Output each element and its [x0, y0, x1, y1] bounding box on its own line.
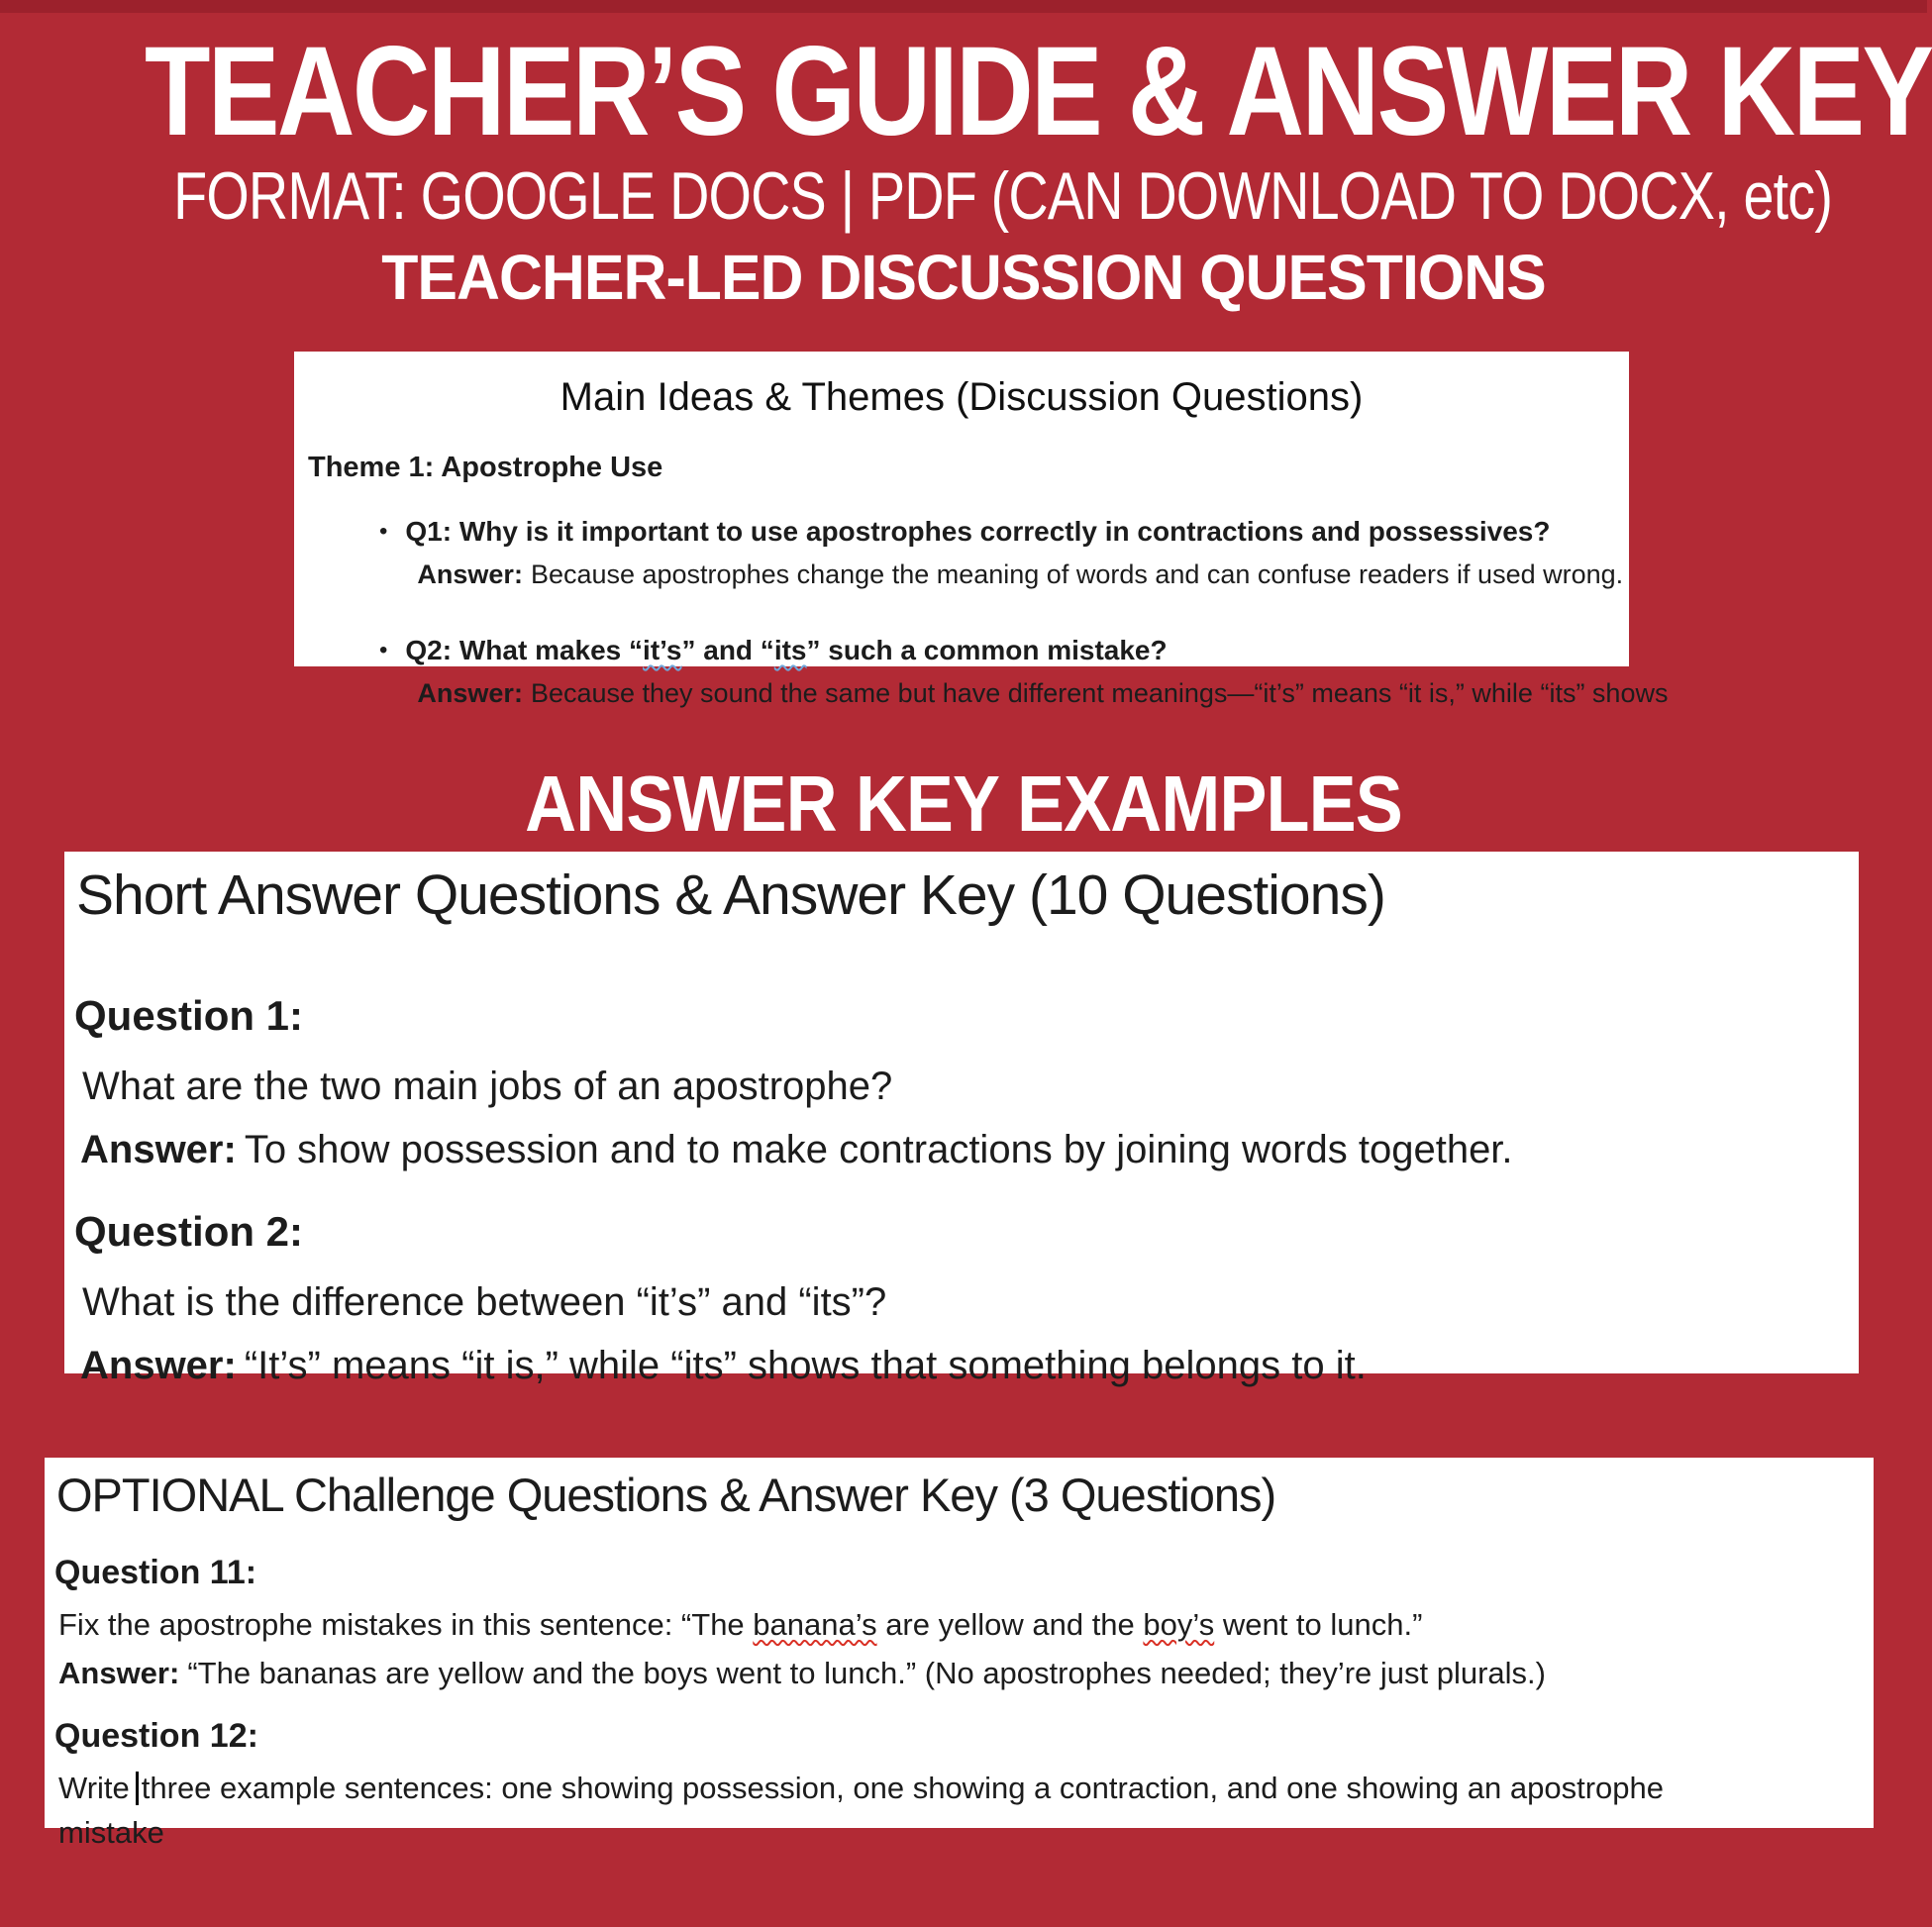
- challenge-questions-card: [45, 1458, 1874, 1851]
- q12-before-caret: Write: [58, 1771, 130, 1806]
- discussion-bullet-list: [379, 514, 1669, 710]
- spelling-squiggle-word: banana’s: [753, 1606, 877, 1642]
- question-text: [58, 1770, 1874, 1806]
- short-answer-doc-title: Short Answer Questions & Answer Key (10 Questions): [76, 863, 1385, 927]
- q2-question-suffix: ” such a common mistake?: [806, 635, 1168, 665]
- page-title: TEACHER’S GUIDE & ANSWER KEY: [144, 21, 1932, 162]
- question-label: Question 1:: [74, 991, 304, 1039]
- short-answer-card: [64, 852, 1859, 1388]
- answer-label: Answer:: [80, 1127, 237, 1171]
- text-cursor: [136, 1772, 139, 1805]
- clipped-word: mistake: [58, 1815, 164, 1851]
- top-border-strip: [0, 0, 1927, 13]
- q2-question-prefix: Q2: What makes “: [405, 635, 644, 665]
- bullet-icon: •: [379, 637, 388, 663]
- answer-label: Answer:: [58, 1655, 180, 1690]
- q2-question: [405, 633, 1668, 668]
- q11-prefix: Fix the apostrophe mistakes in this sentence: “The: [58, 1606, 754, 1642]
- answer-label: Answer:: [417, 559, 523, 589]
- question-label: Question 12:: [54, 1717, 258, 1756]
- answer-label: Answer:: [80, 1344, 237, 1388]
- bullet-icon: •: [379, 518, 388, 545]
- answer-text: “It’s” means “it is,” while “its” shows that something belongs to it.: [244, 1344, 1367, 1388]
- q2-question-mid: ” and “: [681, 635, 774, 665]
- answer-line: [80, 1127, 1859, 1172]
- grammar-squiggle-word: it’s: [643, 635, 682, 665]
- question-text: What is the difference between “it’s” and “its”?: [82, 1280, 887, 1325]
- answer-text: To show possession and to make contractions by joining words together.: [244, 1127, 1513, 1171]
- q1-block: [405, 514, 1623, 591]
- answer-text: Because apostrophes change the meaning of words and can confuse readers if used wrong.: [530, 559, 1624, 589]
- discussion-subheading: TEACHER-LED DISCUSSION QUESTIONS: [381, 242, 1546, 314]
- answer-text: Because they sound the same but have different meanings—“it’s” means “it is,” while “its” shows: [530, 678, 1669, 708]
- discussion-questions-card: [294, 352, 1669, 708]
- q1-question: Q1: Why is it important to use apostrophes correctly in contractions and possessives?: [405, 516, 1551, 547]
- answer-line: [80, 1343, 1859, 1388]
- answer-text: “The bananas are yellow and the boys went to lunch.” (No apostrophes needed; they’re just plurals.): [187, 1655, 1546, 1690]
- q2-answer: [417, 676, 1668, 710]
- q11-mid: are yellow and the: [876, 1606, 1144, 1642]
- answer-key-examples-heading: ANSWER KEY EXAMPLES: [525, 760, 1402, 848]
- list-item: [379, 514, 1629, 591]
- answer-label: Answer:: [417, 678, 523, 708]
- answer-line: [58, 1655, 1874, 1691]
- q1-answer: [417, 558, 1623, 591]
- q12-after-caret: three example sentences: one showing possession, one showing a contraction, and one showing an apostrophe: [141, 1771, 1665, 1806]
- question-text: [58, 1606, 1874, 1643]
- discussion-doc-title: Main Ideas & Themes (Discussion Questions): [559, 375, 1364, 419]
- poster-header: [0, 21, 1932, 314]
- spelling-squiggle-word: boy’s: [1143, 1606, 1215, 1642]
- question-text: What are the two main jobs of an apostrophe?: [82, 1064, 893, 1108]
- q11-suffix: went to lunch.”: [1214, 1606, 1423, 1642]
- format-subtitle: FORMAT: GOOGLE DOCS | PDF (CAN DOWNLOAD TO DOCX, etc): [173, 158, 1833, 235]
- theme-heading: Theme 1: Apostrophe Use: [308, 452, 663, 483]
- grammar-squiggle-word: its: [773, 635, 807, 665]
- challenge-doc-title: OPTIONAL Challenge Questions & Answer Key (3 Questions): [56, 1469, 1276, 1521]
- list-item: [379, 633, 1669, 710]
- question-label: Question 2:: [74, 1207, 304, 1255]
- q2-block: [405, 633, 1668, 710]
- question-label: Question 11:: [54, 1553, 257, 1591]
